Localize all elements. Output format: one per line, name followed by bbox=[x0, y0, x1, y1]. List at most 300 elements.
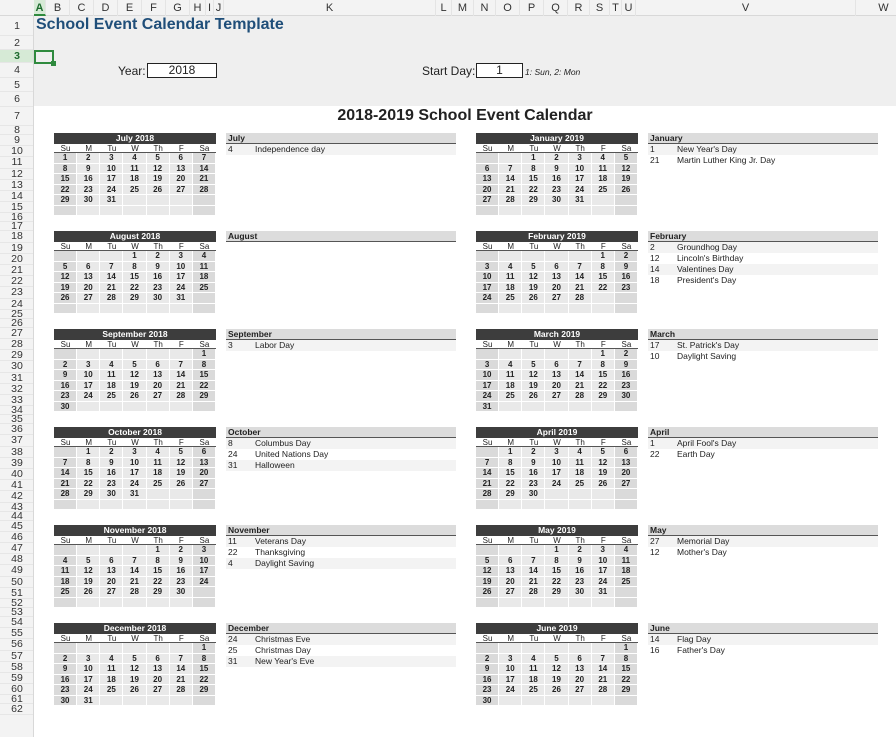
day-cell[interactable]: 7 bbox=[54, 458, 77, 469]
day-cell[interactable]: 8 bbox=[522, 164, 545, 175]
event-row[interactable] bbox=[226, 449, 456, 460]
event-row[interactable] bbox=[226, 645, 456, 656]
day-cell[interactable] bbox=[476, 349, 499, 360]
day-cell[interactable]: 16 bbox=[54, 675, 77, 686]
day-cell[interactable]: 9 bbox=[77, 164, 100, 175]
day-cell[interactable] bbox=[522, 696, 545, 707]
day-cell[interactable]: 11 bbox=[100, 370, 123, 381]
day-cell[interactable]: 18 bbox=[54, 577, 77, 588]
day-cell[interactable]: 9 bbox=[615, 360, 638, 371]
day-cell[interactable]: 12 bbox=[545, 664, 568, 675]
column-header-f[interactable]: F bbox=[142, 0, 166, 16]
day-cell[interactable]: 8 bbox=[545, 556, 568, 567]
day-cell[interactable]: 13 bbox=[615, 458, 638, 469]
day-cell[interactable]: 19 bbox=[522, 283, 545, 294]
day-cell[interactable]: 25 bbox=[123, 185, 146, 196]
column-header-t[interactable]: T bbox=[610, 0, 622, 16]
day-cell[interactable] bbox=[522, 643, 545, 654]
day-cell[interactable]: 30 bbox=[170, 587, 193, 598]
day-cell[interactable] bbox=[170, 402, 193, 413]
day-cell[interactable]: 28 bbox=[100, 293, 123, 304]
day-cell[interactable] bbox=[476, 251, 499, 262]
day-cell[interactable]: 19 bbox=[545, 675, 568, 686]
day-cell[interactable]: 11 bbox=[100, 664, 123, 675]
day-cell[interactable]: 18 bbox=[100, 675, 123, 686]
day-cell[interactable] bbox=[615, 587, 638, 598]
day-cell[interactable]: 17 bbox=[123, 468, 146, 479]
day-cell[interactable]: 1 bbox=[147, 545, 170, 556]
day-cell[interactable] bbox=[77, 206, 100, 217]
day-cell[interactable]: 22 bbox=[123, 283, 146, 294]
day-cell[interactable]: 15 bbox=[592, 272, 615, 283]
day-cell[interactable] bbox=[77, 349, 100, 360]
day-cell[interactable] bbox=[123, 643, 146, 654]
day-cell[interactable]: 3 bbox=[499, 654, 522, 665]
day-cell[interactable]: 2 bbox=[545, 153, 568, 164]
day-cell[interactable] bbox=[170, 195, 193, 206]
day-cell[interactable]: 18 bbox=[569, 468, 592, 479]
day-cell[interactable]: 21 bbox=[193, 174, 216, 185]
day-cell[interactable]: 20 bbox=[193, 468, 216, 479]
day-cell[interactable]: 5 bbox=[615, 153, 638, 164]
day-cell[interactable]: 31 bbox=[100, 195, 123, 206]
row-header-60[interactable]: 60 bbox=[0, 684, 34, 695]
day-cell[interactable]: 8 bbox=[592, 360, 615, 371]
day-cell[interactable]: 10 bbox=[77, 370, 100, 381]
day-cell[interactable]: 8 bbox=[147, 556, 170, 567]
day-cell[interactable] bbox=[100, 402, 123, 413]
day-cell[interactable]: 1 bbox=[193, 643, 216, 654]
day-cell[interactable]: 15 bbox=[545, 566, 568, 577]
event-row[interactable] bbox=[226, 558, 456, 569]
day-cell[interactable]: 2 bbox=[569, 545, 592, 556]
day-cell[interactable]: 25 bbox=[592, 185, 615, 196]
day-cell[interactable]: 28 bbox=[54, 489, 77, 500]
day-cell[interactable]: 2 bbox=[615, 349, 638, 360]
day-cell[interactable]: 21 bbox=[170, 675, 193, 686]
day-cell[interactable]: 27 bbox=[170, 185, 193, 196]
day-cell[interactable] bbox=[100, 206, 123, 217]
day-cell[interactable]: 11 bbox=[615, 556, 638, 567]
day-cell[interactable] bbox=[569, 500, 592, 511]
column-header-g[interactable]: G bbox=[166, 0, 190, 16]
day-cell[interactable]: 19 bbox=[54, 283, 77, 294]
row-header-23[interactable]: 23 bbox=[0, 287, 34, 298]
day-cell[interactable] bbox=[54, 304, 77, 315]
day-cell[interactable]: 19 bbox=[123, 381, 146, 392]
day-cell[interactable]: 7 bbox=[569, 262, 592, 273]
day-cell[interactable] bbox=[615, 696, 638, 707]
day-cell[interactable] bbox=[569, 251, 592, 262]
row-header-22[interactable]: 22 bbox=[0, 276, 34, 287]
day-cell[interactable]: 3 bbox=[77, 360, 100, 371]
day-cell[interactable]: 26 bbox=[170, 479, 193, 490]
day-cell[interactable] bbox=[147, 643, 170, 654]
day-cell[interactable]: 2 bbox=[170, 545, 193, 556]
day-cell[interactable] bbox=[592, 598, 615, 609]
row-header-56[interactable]: 56 bbox=[0, 639, 34, 650]
day-cell[interactable]: 19 bbox=[522, 381, 545, 392]
row-header-27[interactable]: 27 bbox=[0, 328, 34, 339]
day-cell[interactable]: 11 bbox=[123, 164, 146, 175]
row-header-43[interactable]: 43 bbox=[0, 503, 34, 512]
row-header-41[interactable]: 41 bbox=[0, 480, 34, 491]
day-cell[interactable]: 29 bbox=[499, 489, 522, 500]
day-cell[interactable] bbox=[123, 598, 146, 609]
day-cell[interactable]: 4 bbox=[499, 262, 522, 273]
day-cell[interactable] bbox=[77, 251, 100, 262]
row-header-59[interactable]: 59 bbox=[0, 673, 34, 684]
day-cell[interactable]: 1 bbox=[123, 251, 146, 262]
day-cell[interactable]: 18 bbox=[193, 272, 216, 283]
day-cell[interactable]: 21 bbox=[592, 675, 615, 686]
day-cell[interactable]: 16 bbox=[569, 566, 592, 577]
day-cell[interactable]: 11 bbox=[569, 458, 592, 469]
day-cell[interactable]: 8 bbox=[54, 164, 77, 175]
day-cell[interactable]: 14 bbox=[569, 370, 592, 381]
event-row[interactable] bbox=[226, 547, 456, 558]
row-header-29[interactable]: 29 bbox=[0, 350, 34, 361]
day-cell[interactable]: 12 bbox=[476, 566, 499, 577]
day-cell[interactable] bbox=[592, 195, 615, 206]
column-header-p[interactable]: P bbox=[520, 0, 544, 16]
row-header-26[interactable]: 26 bbox=[0, 319, 34, 328]
day-cell[interactable]: 2 bbox=[54, 654, 77, 665]
day-cell[interactable]: 16 bbox=[615, 370, 638, 381]
day-cell[interactable]: 23 bbox=[522, 479, 545, 490]
day-cell[interactable]: 16 bbox=[170, 566, 193, 577]
day-cell[interactable]: 20 bbox=[77, 283, 100, 294]
day-cell[interactable]: 17 bbox=[499, 675, 522, 686]
row-header-39[interactable]: 39 bbox=[0, 458, 34, 469]
day-cell[interactable]: 7 bbox=[193, 153, 216, 164]
day-cell[interactable]: 15 bbox=[123, 272, 146, 283]
day-cell[interactable]: 15 bbox=[522, 174, 545, 185]
day-cell[interactable]: 12 bbox=[123, 664, 146, 675]
day-cell[interactable]: 25 bbox=[499, 391, 522, 402]
day-cell[interactable]: 23 bbox=[147, 283, 170, 294]
day-cell[interactable]: 1 bbox=[193, 349, 216, 360]
row-header-11[interactable]: 11 bbox=[0, 157, 34, 168]
day-cell[interactable]: 19 bbox=[147, 174, 170, 185]
day-cell[interactable]: 26 bbox=[123, 685, 146, 696]
day-cell[interactable]: 6 bbox=[147, 654, 170, 665]
day-cell[interactable]: 27 bbox=[100, 587, 123, 598]
day-cell[interactable] bbox=[54, 598, 77, 609]
row-header-44[interactable]: 44 bbox=[0, 512, 34, 521]
day-cell[interactable]: 21 bbox=[522, 577, 545, 588]
day-cell[interactable] bbox=[100, 643, 123, 654]
day-cell[interactable]: 25 bbox=[522, 685, 545, 696]
day-cell[interactable]: 17 bbox=[77, 381, 100, 392]
day-cell[interactable]: 5 bbox=[123, 654, 146, 665]
day-cell[interactable]: 10 bbox=[545, 458, 568, 469]
row-header-62[interactable]: 62 bbox=[0, 704, 34, 715]
day-cell[interactable] bbox=[54, 500, 77, 511]
day-cell[interactable] bbox=[569, 489, 592, 500]
day-cell[interactable]: 23 bbox=[54, 685, 77, 696]
day-cell[interactable]: 24 bbox=[476, 391, 499, 402]
column-header-e[interactable]: E bbox=[118, 0, 142, 16]
day-cell[interactable] bbox=[123, 206, 146, 217]
day-cell[interactable]: 4 bbox=[592, 153, 615, 164]
day-cell[interactable]: 24 bbox=[77, 391, 100, 402]
day-cell[interactable]: 9 bbox=[522, 458, 545, 469]
row-header-31[interactable]: 31 bbox=[0, 373, 34, 384]
day-cell[interactable]: 10 bbox=[193, 556, 216, 567]
row-header-51[interactable]: 51 bbox=[0, 588, 34, 599]
day-cell[interactable] bbox=[170, 643, 193, 654]
day-cell[interactable]: 15 bbox=[54, 174, 77, 185]
day-cell[interactable] bbox=[592, 489, 615, 500]
day-cell[interactable] bbox=[522, 545, 545, 556]
day-cell[interactable]: 7 bbox=[499, 164, 522, 175]
row-header-4[interactable]: 4 bbox=[0, 63, 34, 78]
day-cell[interactable] bbox=[77, 598, 100, 609]
day-cell[interactable]: 27 bbox=[147, 685, 170, 696]
day-cell[interactable]: 4 bbox=[193, 251, 216, 262]
day-cell[interactable] bbox=[193, 206, 216, 217]
day-cell[interactable]: 20 bbox=[545, 381, 568, 392]
row-header-7[interactable]: 7 bbox=[0, 107, 34, 126]
day-cell[interactable]: 23 bbox=[615, 283, 638, 294]
day-cell[interactable]: 16 bbox=[77, 174, 100, 185]
day-cell[interactable]: 29 bbox=[592, 391, 615, 402]
day-cell[interactable]: 10 bbox=[170, 262, 193, 273]
day-cell[interactable] bbox=[147, 349, 170, 360]
day-cell[interactable]: 14 bbox=[592, 664, 615, 675]
column-header-d[interactable]: D bbox=[94, 0, 118, 16]
day-cell[interactable]: 30 bbox=[54, 402, 77, 413]
day-cell[interactable]: 23 bbox=[476, 685, 499, 696]
day-cell[interactable] bbox=[499, 206, 522, 217]
event-row[interactable] bbox=[648, 547, 878, 558]
day-cell[interactable]: 2 bbox=[77, 153, 100, 164]
day-cell[interactable]: 17 bbox=[476, 283, 499, 294]
day-cell[interactable]: 21 bbox=[170, 381, 193, 392]
day-cell[interactable]: 29 bbox=[123, 293, 146, 304]
day-cell[interactable] bbox=[569, 696, 592, 707]
day-cell[interactable]: 6 bbox=[615, 447, 638, 458]
day-cell[interactable]: 15 bbox=[193, 664, 216, 675]
day-cell[interactable]: 4 bbox=[147, 447, 170, 458]
day-cell[interactable] bbox=[476, 206, 499, 217]
day-cell[interactable]: 24 bbox=[592, 577, 615, 588]
day-cell[interactable]: 30 bbox=[545, 195, 568, 206]
day-cell[interactable]: 29 bbox=[147, 587, 170, 598]
day-cell[interactable]: 27 bbox=[193, 479, 216, 490]
day-cell[interactable]: 6 bbox=[170, 153, 193, 164]
day-cell[interactable]: 21 bbox=[123, 577, 146, 588]
day-cell[interactable] bbox=[545, 251, 568, 262]
day-cell[interactable] bbox=[77, 402, 100, 413]
column-header-r[interactable]: R bbox=[568, 0, 590, 16]
day-cell[interactable]: 16 bbox=[476, 675, 499, 686]
day-cell[interactable]: 1 bbox=[499, 447, 522, 458]
row-header-45[interactable]: 45 bbox=[0, 521, 34, 532]
day-cell[interactable]: 17 bbox=[77, 675, 100, 686]
day-cell[interactable]: 15 bbox=[499, 468, 522, 479]
row-header-34[interactable]: 34 bbox=[0, 406, 34, 415]
day-cell[interactable]: 5 bbox=[592, 447, 615, 458]
day-cell[interactable]: 14 bbox=[476, 468, 499, 479]
day-cell[interactable]: 29 bbox=[77, 489, 100, 500]
day-cell[interactable] bbox=[54, 643, 77, 654]
day-cell[interactable]: 8 bbox=[499, 458, 522, 469]
event-row[interactable] bbox=[648, 253, 878, 264]
day-cell[interactable] bbox=[592, 643, 615, 654]
day-cell[interactable] bbox=[100, 598, 123, 609]
day-cell[interactable]: 18 bbox=[499, 283, 522, 294]
day-cell[interactable] bbox=[100, 304, 123, 315]
day-cell[interactable] bbox=[54, 206, 77, 217]
day-cell[interactable]: 25 bbox=[100, 685, 123, 696]
day-cell[interactable] bbox=[123, 349, 146, 360]
day-cell[interactable]: 2 bbox=[54, 360, 77, 371]
day-cell[interactable] bbox=[499, 545, 522, 556]
day-cell[interactable]: 12 bbox=[123, 370, 146, 381]
day-cell[interactable]: 26 bbox=[147, 185, 170, 196]
day-cell[interactable]: 5 bbox=[522, 360, 545, 371]
day-cell[interactable]: 3 bbox=[569, 153, 592, 164]
day-cell[interactable]: 6 bbox=[193, 447, 216, 458]
day-cell[interactable]: 30 bbox=[147, 293, 170, 304]
day-cell[interactable]: 28 bbox=[592, 685, 615, 696]
day-cell[interactable]: 17 bbox=[193, 566, 216, 577]
day-cell[interactable]: 31 bbox=[592, 587, 615, 598]
day-cell[interactable] bbox=[147, 489, 170, 500]
column-header-n[interactable]: N bbox=[474, 0, 496, 16]
event-row[interactable] bbox=[226, 438, 456, 449]
column-header-b[interactable]: B bbox=[46, 0, 70, 16]
day-cell[interactable]: 9 bbox=[615, 262, 638, 273]
day-cell[interactable] bbox=[592, 206, 615, 217]
row-header-18[interactable]: 18 bbox=[0, 231, 34, 242]
day-cell[interactable] bbox=[476, 304, 499, 315]
event-row[interactable] bbox=[648, 242, 878, 253]
day-cell[interactable] bbox=[147, 304, 170, 315]
day-cell[interactable]: 14 bbox=[100, 272, 123, 283]
day-cell[interactable] bbox=[77, 500, 100, 511]
day-cell[interactable]: 22 bbox=[193, 675, 216, 686]
day-cell[interactable]: 12 bbox=[170, 458, 193, 469]
row-header-28[interactable]: 28 bbox=[0, 339, 34, 350]
day-cell[interactable]: 29 bbox=[615, 685, 638, 696]
day-cell[interactable]: 28 bbox=[123, 587, 146, 598]
day-cell[interactable]: 6 bbox=[569, 654, 592, 665]
day-cell[interactable] bbox=[499, 153, 522, 164]
day-cell[interactable]: 26 bbox=[54, 293, 77, 304]
day-cell[interactable]: 28 bbox=[569, 293, 592, 304]
day-cell[interactable]: 22 bbox=[193, 381, 216, 392]
event-row[interactable] bbox=[648, 449, 878, 460]
day-cell[interactable]: 11 bbox=[54, 566, 77, 577]
column-header-q[interactable]: Q bbox=[544, 0, 568, 16]
day-cell[interactable]: 31 bbox=[476, 402, 499, 413]
day-cell[interactable]: 14 bbox=[123, 566, 146, 577]
row-header-55[interactable]: 55 bbox=[0, 628, 34, 639]
row-header-53[interactable]: 53 bbox=[0, 608, 34, 617]
day-cell[interactable]: 19 bbox=[123, 675, 146, 686]
day-cell[interactable]: 26 bbox=[476, 587, 499, 598]
day-cell[interactable] bbox=[569, 304, 592, 315]
day-cell[interactable] bbox=[615, 206, 638, 217]
day-cell[interactable]: 5 bbox=[545, 654, 568, 665]
day-cell[interactable]: 17 bbox=[545, 468, 568, 479]
day-cell[interactable]: 7 bbox=[123, 556, 146, 567]
day-cell[interactable]: 30 bbox=[77, 195, 100, 206]
day-cell[interactable]: 13 bbox=[499, 566, 522, 577]
day-cell[interactable]: 11 bbox=[592, 164, 615, 175]
day-cell[interactable] bbox=[193, 598, 216, 609]
day-cell[interactable]: 27 bbox=[77, 293, 100, 304]
day-cell[interactable]: 29 bbox=[193, 685, 216, 696]
row-header-49[interactable]: 49 bbox=[0, 565, 34, 576]
day-cell[interactable]: 25 bbox=[147, 479, 170, 490]
day-cell[interactable] bbox=[54, 251, 77, 262]
day-cell[interactable]: 1 bbox=[77, 447, 100, 458]
start-day-input[interactable]: 1 bbox=[476, 63, 523, 78]
day-cell[interactable]: 2 bbox=[522, 447, 545, 458]
row-header-47[interactable]: 47 bbox=[0, 543, 34, 554]
day-cell[interactable]: 26 bbox=[77, 587, 100, 598]
day-cell[interactable] bbox=[615, 293, 638, 304]
event-row[interactable] bbox=[226, 634, 456, 645]
column-header-j[interactable]: J bbox=[214, 0, 224, 16]
day-cell[interactable]: 31 bbox=[123, 489, 146, 500]
day-cell[interactable]: 30 bbox=[569, 587, 592, 598]
day-cell[interactable]: 28 bbox=[522, 587, 545, 598]
day-cell[interactable]: 10 bbox=[476, 272, 499, 283]
column-header-u[interactable]: U bbox=[622, 0, 636, 16]
day-cell[interactable] bbox=[545, 489, 568, 500]
day-cell[interactable]: 20 bbox=[147, 675, 170, 686]
day-cell[interactable]: 26 bbox=[123, 391, 146, 402]
day-cell[interactable] bbox=[615, 195, 638, 206]
day-cell[interactable]: 12 bbox=[147, 164, 170, 175]
day-cell[interactable]: 3 bbox=[193, 545, 216, 556]
day-cell[interactable]: 24 bbox=[569, 185, 592, 196]
day-cell[interactable]: 16 bbox=[100, 468, 123, 479]
day-cell[interactable]: 22 bbox=[522, 185, 545, 196]
day-cell[interactable]: 22 bbox=[615, 675, 638, 686]
event-row[interactable] bbox=[648, 645, 878, 656]
day-cell[interactable]: 12 bbox=[615, 164, 638, 175]
day-cell[interactable]: 9 bbox=[147, 262, 170, 273]
row-header-36[interactable]: 36 bbox=[0, 424, 34, 435]
day-cell[interactable]: 29 bbox=[522, 195, 545, 206]
event-row[interactable] bbox=[226, 340, 456, 351]
day-cell[interactable]: 1 bbox=[545, 545, 568, 556]
day-cell[interactable]: 14 bbox=[54, 468, 77, 479]
day-cell[interactable]: 22 bbox=[54, 185, 77, 196]
year-input[interactable]: 2018 bbox=[147, 63, 217, 78]
day-cell[interactable] bbox=[499, 598, 522, 609]
event-row[interactable] bbox=[648, 351, 878, 362]
day-cell[interactable] bbox=[54, 349, 77, 360]
day-cell[interactable]: 7 bbox=[592, 654, 615, 665]
column-header-h[interactable]: H bbox=[190, 0, 206, 16]
day-cell[interactable] bbox=[522, 598, 545, 609]
day-cell[interactable]: 17 bbox=[569, 174, 592, 185]
event-row[interactable] bbox=[226, 144, 456, 155]
day-cell[interactable]: 13 bbox=[569, 664, 592, 675]
day-cell[interactable]: 4 bbox=[100, 360, 123, 371]
day-cell[interactable]: 28 bbox=[499, 195, 522, 206]
day-cell[interactable]: 27 bbox=[476, 195, 499, 206]
row-header-10[interactable]: 10 bbox=[0, 146, 34, 157]
day-cell[interactable]: 29 bbox=[193, 391, 216, 402]
